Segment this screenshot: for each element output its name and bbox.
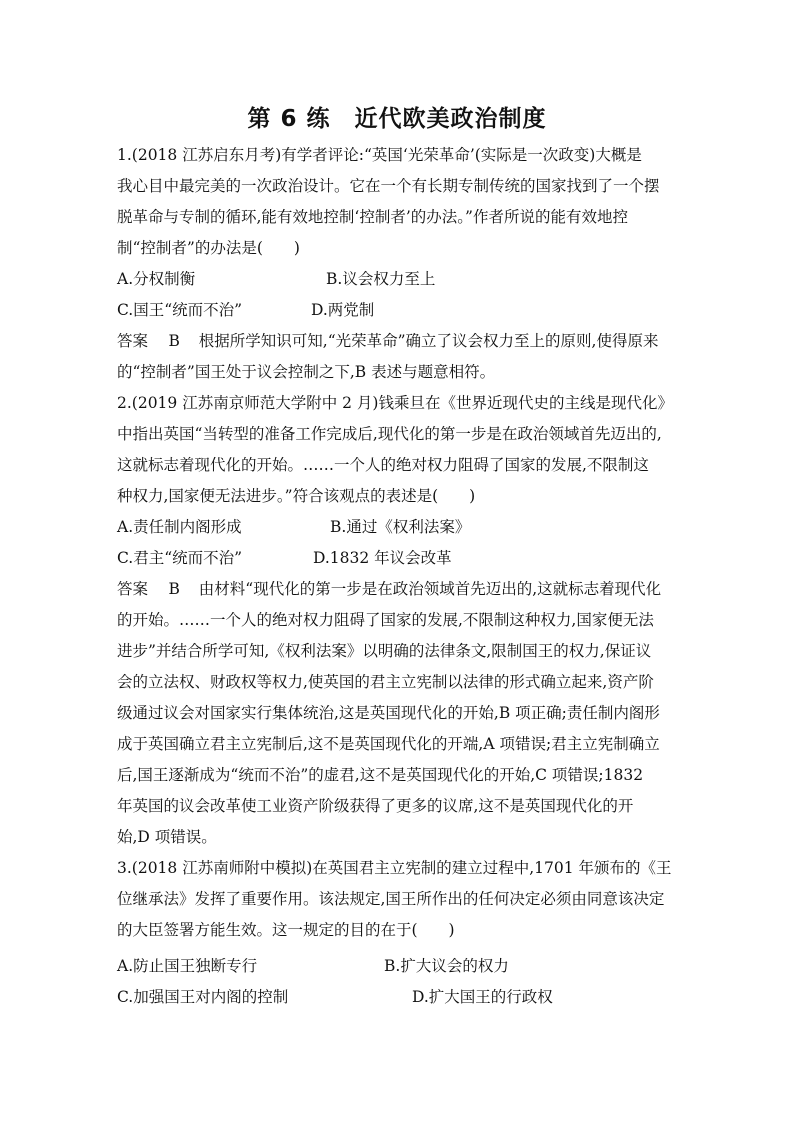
q1-stem-line: 制“控制者”的办法是( )	[117, 239, 300, 257]
q3-option-b: B.扩大议会的权力	[384, 957, 509, 975]
q2-analysis-line: 始,D 项错误。	[117, 828, 217, 846]
analysis-line: 由材料“现代化的第一步是在政治领域首先迈出的,这就标志着现代化	[198, 580, 662, 598]
q1-answer	[117, 331, 659, 351]
answer-label: 答案	[117, 580, 149, 598]
q1-stem-line: 我心目中最完美的一次政治设计。它在一个有长期专制传统的国家找到了一个摆	[117, 177, 660, 195]
q2-analysis-line: 成于英国确立君主立宪制后,这不是英国现代化的开端,A 项错误;君主立宪制确立	[117, 735, 660, 753]
q2-analysis-line: 后,国王逐渐成为“统而不治”的虚君,这不是英国现代化的开始,C 项错误;1832	[117, 766, 644, 784]
q1-option-c: C.国王“统而不治”	[117, 301, 243, 319]
q2-option-d: D.1832 年议会改革	[313, 549, 452, 567]
q3-stem-line: 位继承法》发挥了重要作用。该法规定,国王所作出的任何决定必须由同意该决定	[117, 890, 665, 908]
q3-option-a: A.防止国王独断专行	[117, 957, 258, 975]
answer-letter: B	[168, 580, 180, 598]
q3-stem-line: 的大臣签署方能生效。这一规定的目的在于( )	[117, 921, 455, 939]
q2-analysis-line: 年英国的议会改革使工业资产阶级获得了更多的议席,这不是英国现代化的开	[117, 797, 634, 815]
answer-label: 答案	[117, 332, 149, 350]
q2-stem-line: 中指出英国“当转型的准备工作完成后,现代化的第一步是在政治领域首先迈出的,	[117, 425, 662, 443]
q3-option-c: C.加强国王对内阁的控制	[117, 988, 289, 1006]
q2-analysis-line: 会的立法权、财政权等权力,使英国的君主立宪制以法律的形式确立起来,资产阶	[117, 673, 654, 691]
page-title: 第 6 练 近代欧美政治制度	[247, 106, 547, 132]
q2-option-b: B.通过《权利法案》	[330, 518, 471, 536]
q2-answer	[117, 579, 661, 599]
q1-option-d: D.两党制	[311, 301, 375, 319]
q3-stem-line: 3.(2018 江苏南师附中模拟)在英国君主立宪制的建立过程中,1701 年颁布的《王	[117, 859, 672, 877]
q1-analysis-line: 的“控制者”国王处于议会控制之下,B 表述与题意相符。	[117, 363, 496, 381]
q2-analysis-line: 的开始。……一个人的绝对权力阻碍了国家的发展,不限制这种权力,国家便无法	[117, 611, 654, 629]
answer-letter: B	[168, 332, 180, 350]
analysis-line: 根据所学知识可知,“光荣革命”确立了议会权力至上的原则,使得原来	[198, 332, 659, 350]
q2-analysis-line: 级通过议会对国家实行集体统治,这是英国现代化的开始,B 项正确;责任制内阁形	[117, 704, 660, 722]
q1-stem-line: 1.(2018 江苏启东月考)有学者评论:“英国‘光荣革命’(实际是一次政变)大概是	[117, 146, 642, 164]
q1-option-a: A.分权制衡	[117, 270, 196, 288]
q1-stem-line: 脱革命与专制的循环,能有效地控制‘控制者’的办法。”作者所说的能有效地控	[117, 208, 628, 226]
q2-stem-line: 2.(2019 江苏南京师范大学附中 2 月)钱乘旦在《世界近现代史的主线是现代化》	[117, 394, 673, 412]
q3-option-d: D.扩大国王的行政权	[412, 988, 553, 1006]
q1-option-b: B.议会权力至上	[326, 270, 436, 288]
q2-stem-line: 种权力,国家便无法进步。”符合该观点的表述是( )	[117, 487, 476, 505]
q2-option-a: A.责任制内阁形成	[117, 518, 242, 536]
q2-option-c: C.君主“统而不治”	[117, 549, 243, 567]
q2-analysis-line: 进步”并结合所学可知,《权利法案》以明确的法律条文,限制国王的权力,保证议	[117, 642, 652, 660]
q2-stem-line: 这就标志着现代化的开始。……一个人的绝对权力阻碍了国家的发展,不限制这	[117, 456, 649, 474]
